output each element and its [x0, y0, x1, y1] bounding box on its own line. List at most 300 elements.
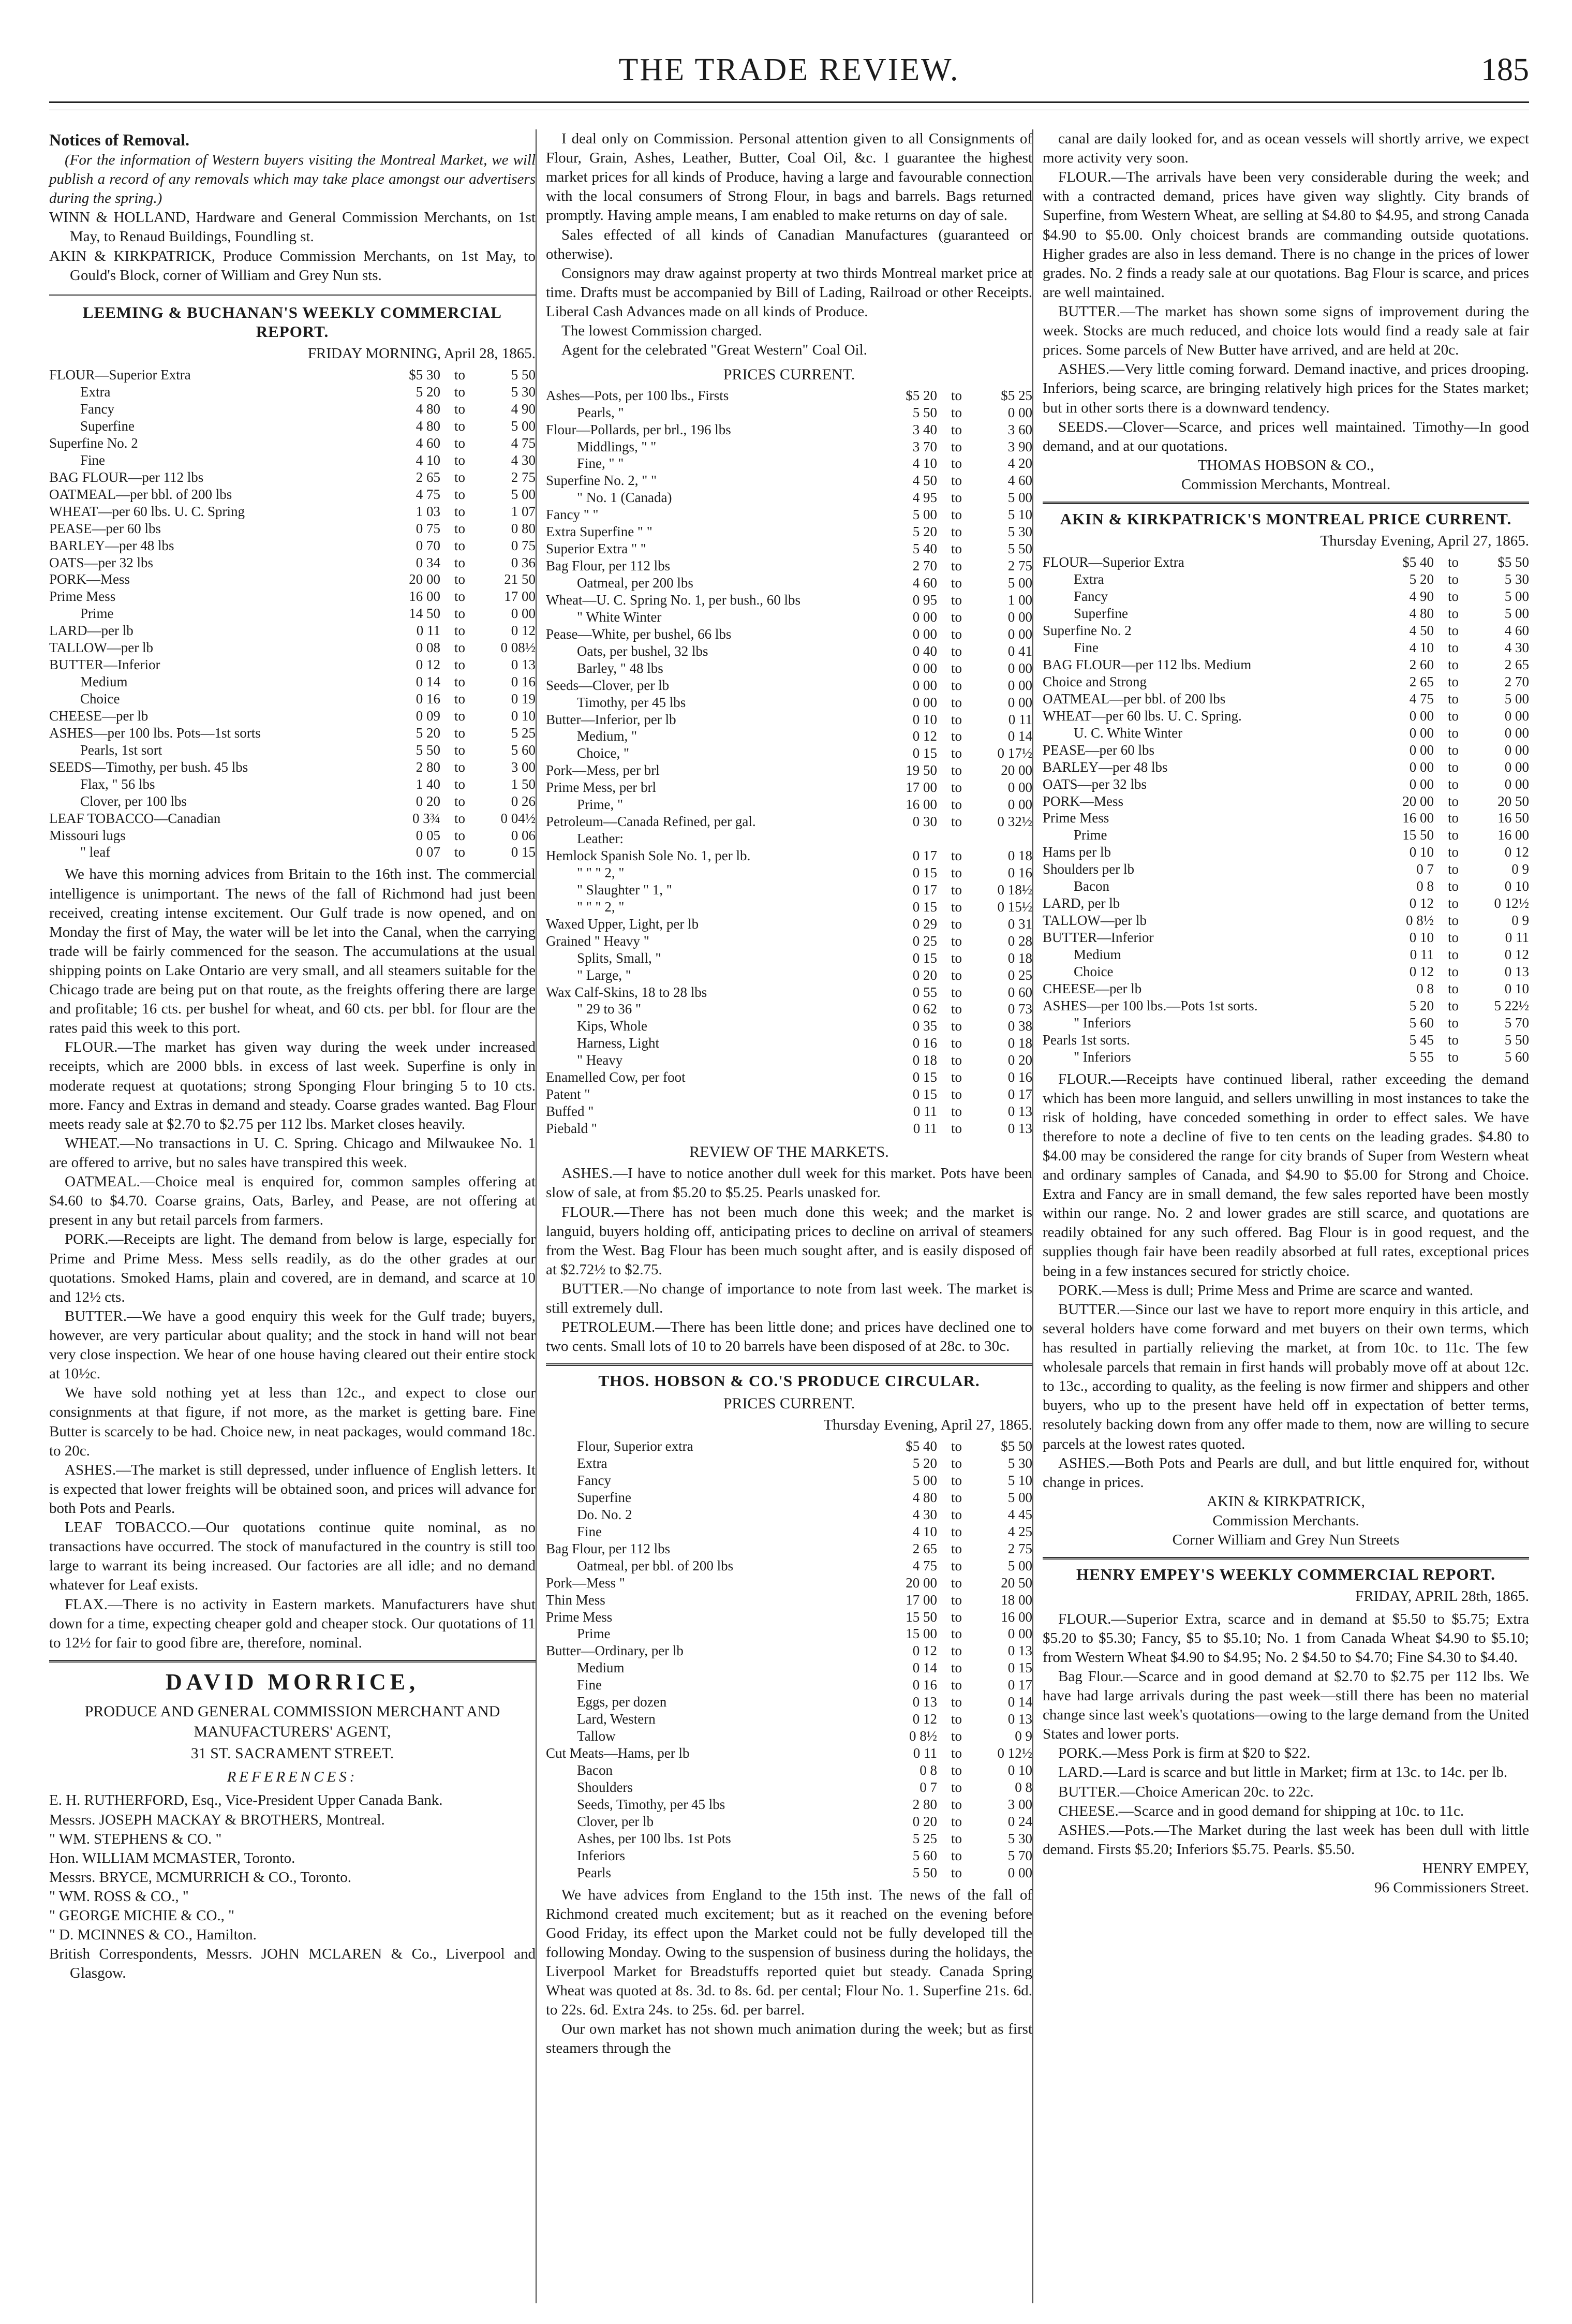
price-high: 5 00 [1007, 1489, 1032, 1505]
price-row [49, 520, 536, 537]
section-rule [1043, 1557, 1529, 1560]
to-word: to [951, 1540, 962, 1556]
price-high: 0 12½ [1494, 895, 1529, 911]
price-low: 0 18 [912, 1052, 937, 1068]
to-word: to [454, 486, 466, 502]
to-word: to [951, 1018, 962, 1034]
price-low: 4 60 [912, 575, 937, 591]
price-row [49, 742, 536, 759]
price-row [546, 472, 1032, 489]
price-low: 0 14 [416, 674, 440, 690]
price-row [546, 626, 1032, 643]
price-row [546, 1694, 1032, 1711]
price-row [546, 1018, 1032, 1035]
to-word: to [951, 1001, 962, 1017]
item-label: BARLEY—per 48 lbs [49, 537, 174, 553]
to-word: to [1448, 878, 1459, 894]
item-label: FLOUR—Superior Extra [1043, 554, 1184, 570]
price-low: 0 08 [416, 640, 440, 656]
item-label: Inferiors [577, 1847, 625, 1863]
price-high: 0 00 [1007, 694, 1032, 710]
price-high: 3 00 [1007, 1796, 1032, 1812]
to-word: to [951, 421, 962, 437]
item-label: Prime [80, 606, 114, 622]
to-word: to [951, 1438, 962, 1454]
price-high: 5 30 [1007, 1455, 1032, 1472]
to-word: to [1448, 589, 1459, 605]
price-low: 5 50 [912, 404, 937, 420]
to-word: to [951, 643, 962, 659]
price-row [546, 950, 1032, 967]
price-high: 5 50 [1007, 541, 1032, 557]
to-word: to [454, 725, 466, 741]
price-high: 0 60 [1007, 984, 1032, 1000]
to-word: to [1448, 1032, 1459, 1048]
price-row [546, 609, 1032, 626]
price-high: 0 18 [1007, 1035, 1032, 1051]
item-label: Wax Calf-Skins, 18 to 28 lbs [546, 984, 707, 1000]
to-word: to [1448, 946, 1459, 962]
to-word: to [1448, 708, 1459, 724]
price-high: $5 50 [1497, 554, 1529, 570]
price-low: 5 60 [912, 1847, 937, 1863]
price-row [1043, 878, 1529, 895]
item-label: Eggs, per dozen [577, 1694, 667, 1710]
to-word: to [951, 626, 962, 642]
paragraph: WHEAT.—No transactions in U. C. Spring. Chicago and Milwaukee No. 1 are offered to arrive, but no sales have transpired this week. [49, 1135, 536, 1171]
to-word: to [951, 387, 962, 403]
item-label: ASHES—per 100 lbs.—Pots 1st sorts. [1043, 997, 1258, 1013]
paragraph: BUTTER.—No change of importance to note from last week. The market is still extremely dull. [546, 1281, 1032, 1317]
to-word: to [1448, 606, 1459, 622]
price-high: 0 00 [1504, 742, 1529, 758]
price-low: 0 55 [912, 984, 937, 1000]
item-label: Fancy [577, 1473, 611, 1488]
item-label: Superfine No. 2 [1043, 623, 1132, 639]
to-word: to [1448, 997, 1459, 1013]
to-word: to [951, 1728, 962, 1744]
to-word: to [951, 916, 962, 932]
paragraph: ASHES.—Pots.—The Market during the last week has been dull with little demand. Firsts $5.20; Inferiors $5.75. Pearls. $5.50. [1043, 1821, 1529, 1858]
price-row [1043, 793, 1529, 810]
removal-list [49, 208, 536, 285]
to-word: to [1448, 657, 1459, 672]
price-row [546, 694, 1032, 711]
price-low: 0 16 [912, 1677, 937, 1693]
item-label: BUTTER—Inferior [1043, 930, 1154, 945]
paragraph: " WM. ROSS & CO., " [49, 1888, 189, 1905]
akin-signature-line: Commission Merchants. [1212, 1512, 1359, 1529]
page-number: 185 [1481, 52, 1529, 87]
price-row [1043, 929, 1529, 946]
price-high: 0 9 [1015, 1728, 1032, 1744]
price-high: 0 10 [511, 708, 536, 724]
hobson-price-table [546, 1438, 1032, 1881]
to-word: to [951, 779, 962, 796]
price-low: 4 50 [912, 473, 937, 489]
to-word: to [1448, 913, 1459, 929]
section-rule [546, 1363, 1032, 1366]
item-label: PEASE—per 60 lbs [1043, 742, 1154, 758]
price-high: 0 12 [1504, 844, 1529, 860]
price-row [1043, 588, 1529, 605]
price-low: 0 8 [1416, 980, 1434, 996]
price-low: 0 11 [913, 1104, 937, 1120]
price-row [1043, 639, 1529, 656]
item-label: " No. 1 (Canada) [577, 490, 672, 506]
empey-date: FRIDAY, APRIL 28th, 1865. [1355, 1588, 1529, 1605]
item-label: Superior Extra " " [546, 541, 646, 557]
to-word: to [951, 404, 962, 420]
price-row [546, 1001, 1032, 1018]
item-label: " Large, " [577, 967, 631, 983]
paragraph: LEAF TOBACCO.—Our quotations continue quite nominal, as no transactions have occurred. The stock of manufactured in the country is still too large to warrant its being increased. Our factories are all idle; and no demand whatever for Leaf exists. [49, 1519, 536, 1594]
price-low: 17 00 [906, 1592, 937, 1608]
price-row [1043, 861, 1529, 878]
price-row [546, 1069, 1032, 1086]
price-low: 0 00 [912, 677, 937, 693]
price-high: $5 25 [1001, 387, 1032, 403]
item-label: Prime [577, 1626, 611, 1642]
item-label: Tallow [577, 1728, 616, 1744]
price-low: 0 95 [912, 592, 937, 608]
price-low: 5 20 [1409, 997, 1434, 1013]
hobson-signature: THOMAS HOBSON & CO., [1197, 457, 1374, 474]
akin-report [1043, 1070, 1529, 1492]
price-row [546, 1120, 1032, 1137]
item-label: Patent " [546, 1086, 590, 1102]
item-label: Choice [1074, 963, 1114, 979]
price-row [546, 540, 1032, 557]
to-word: to [454, 742, 466, 758]
price-high: 0 10 [1007, 1762, 1032, 1778]
to-word: to [951, 558, 962, 574]
morrice-address: 31 ST. SACRAMENT STREET. [190, 1744, 394, 1762]
price-low: 5 40 [912, 541, 937, 557]
paragraph: E. H. RUTHERFORD, Esq., Vice-President Upper Canada Bank. [49, 1792, 443, 1809]
price-low: 16 00 [906, 797, 937, 813]
price-row [546, 711, 1032, 728]
price-row [1043, 827, 1529, 844]
price-high: 0 00 [1007, 779, 1032, 796]
leeming-price-table [49, 366, 536, 861]
price-high: 0 00 [511, 606, 536, 622]
price-row [546, 796, 1032, 813]
price-low: 0 05 [416, 827, 440, 843]
paragraph: " D. MCINNES & CO., Hamilton. [49, 1926, 257, 1944]
item-label: Middlings, " " [577, 438, 657, 454]
item-label: Barley, " 48 lbs [577, 660, 663, 676]
price-high: 0 18½ [997, 881, 1032, 898]
to-word: to [951, 762, 962, 778]
price-low: 0 7 [920, 1779, 937, 1795]
price-high: 5 25 [511, 725, 536, 741]
price-high: 0 00 [1007, 677, 1032, 693]
price-high: 0 17 [1007, 1086, 1032, 1102]
paragraph: I deal only on Commission. Personal attention given to all Consignments of Flour, Grain, Ashes, Leather, Butter, Coal Oil, &c. I guarantee the highest market prices for all kinds of Produce, having a large and favourable connection with the local consumers of Strong Flour, in bags and barrels. Bags returned promptly. Having ample means, I am enabled to make returns on day of sale. [546, 130, 1032, 224]
to-word: to [951, 1104, 962, 1120]
price-row [49, 452, 536, 469]
paragraph: FLAX.—There is no activity in Eastern markets. Manufacturers have shut down for a time, expecting cheaper gold and cheaper stock. Our quotations of 11 to 12½ for fair to good fibre are, therefore, nominal. [49, 1596, 536, 1651]
price-high: 0 8 [1015, 1779, 1032, 1795]
price-row [49, 759, 536, 776]
item-label: OATS—per 32 lbs [1043, 776, 1147, 792]
item-label: Prime Mess, per brl [546, 779, 656, 796]
price-low: 4 50 [1409, 623, 1434, 639]
paragraph: BUTTER.—Since our last we have to report more enquiry in this article, and several holders have come forward and met buyers on their own terms, which has resulted in partially relieving the market, at from 10c. to 11c. The few wholesale parcels that remain in first hands will probably move off at about 12c. to 13c., according to quality, as the feeling is now firmer and shippers and other buyers, who up to the present have held off in expectation of better terms, resolutely backing down from any offer made to them, now are willing to secure parcels at the lowest rates quoted. [1043, 1301, 1529, 1452]
item-label: Fine [577, 1677, 602, 1693]
price-low: 4 30 [912, 1506, 937, 1522]
to-word: to [1448, 1049, 1459, 1065]
price-row [546, 575, 1032, 592]
paragraph: ASHES.—Both Pots and Pearls are dull, and but little enquired for, without change in prices. [1043, 1454, 1529, 1491]
to-word: to [951, 933, 962, 949]
item-label: LARD—per lb [49, 623, 134, 639]
akin-price-table [1043, 554, 1529, 1065]
price-low: 0 8 [920, 1762, 937, 1778]
price-high: 0 08½ [500, 640, 536, 656]
item-label: PORK—Mess [49, 571, 130, 587]
price-high: 0 12 [1504, 946, 1529, 962]
to-word: to [454, 640, 466, 656]
to-word: to [454, 844, 466, 860]
price-high: 0 36 [511, 554, 536, 570]
paragraph: British Correspondents, Messrs. JOHN MCLAREN & Co., Liverpool and Glasgow. [49, 1946, 536, 1982]
price-low: 0 16 [416, 691, 440, 707]
price-row [49, 401, 536, 418]
price-low: 0 7 [1416, 861, 1434, 877]
item-label: Prime Mess [49, 589, 116, 605]
item-label: OATMEAL—per bbl. of 200 lbs [49, 486, 232, 502]
price-row [546, 1779, 1032, 1796]
item-label: Buffed " [546, 1104, 594, 1120]
price-high: 0 24 [1007, 1813, 1032, 1829]
to-word: to [1448, 930, 1459, 945]
to-word: to [951, 490, 962, 506]
price-low: 0 62 [912, 1001, 937, 1017]
item-label: Do. No. 2 [577, 1506, 632, 1522]
to-word: to [1448, 810, 1459, 826]
price-low: 15 50 [1402, 827, 1434, 843]
price-low: 5 20 [912, 524, 937, 540]
price-row [546, 933, 1032, 950]
price-high: 1 07 [511, 503, 536, 519]
price-row [49, 844, 536, 861]
hobson-date: Thursday Evening, April 27, 1865. [823, 1417, 1032, 1434]
price-row [49, 810, 536, 827]
price-high: 5 50 [511, 367, 536, 383]
item-label: Fancy " " [546, 507, 599, 523]
price-low: 2 80 [416, 759, 440, 775]
price-row [49, 503, 536, 520]
price-low: $5 40 [1402, 554, 1434, 570]
item-label: Lard, Western [577, 1711, 656, 1727]
price-row [1043, 571, 1529, 588]
item-label: Bacon [577, 1762, 613, 1778]
price-row [546, 1489, 1032, 1506]
price-row [546, 643, 1032, 660]
price-high: 16 00 [1001, 1609, 1032, 1625]
price-low: 17 00 [906, 779, 937, 796]
to-word: to [951, 711, 962, 727]
price-row [546, 847, 1032, 864]
item-label: Medium [577, 1660, 625, 1676]
section-rule [49, 295, 536, 296]
price-high: 3 90 [1007, 438, 1032, 454]
price-high: 0 00 [1007, 404, 1032, 420]
item-label: Superfine [1074, 606, 1128, 622]
price-low: 5 25 [912, 1830, 937, 1846]
price-low: 0 07 [416, 844, 440, 860]
to-word: to [951, 473, 962, 489]
price-row [1043, 605, 1529, 622]
price-high: 0 13 [1504, 963, 1529, 979]
price-row [546, 455, 1032, 472]
to-word: to [951, 694, 962, 710]
item-label: ASHES—per 100 lbs. Pots—1st sorts [49, 725, 261, 741]
paragraph: LARD.—Lard is scarce and but little in Market; firm at 13c. to 14c. per lb. [1058, 1764, 1508, 1781]
to-word: to [1448, 742, 1459, 758]
to-word: to [951, 1660, 962, 1676]
price-low: 0 11 [416, 623, 440, 639]
price-low: 0 12 [1409, 963, 1434, 979]
paragraph: Our own market has not shown much animation during the week; but as first steamers through the [546, 2021, 1032, 2057]
price-row [49, 384, 536, 401]
price-low: 15 00 [906, 1626, 937, 1642]
item-label: Fine [80, 452, 106, 468]
to-word: to [454, 776, 466, 792]
to-word: to [1448, 640, 1459, 656]
price-row [546, 1455, 1032, 1472]
price-low: 0 12 [416, 657, 440, 673]
price-low: 0 00 [1409, 708, 1434, 724]
to-word: to [1448, 673, 1459, 689]
to-word: to [1448, 690, 1459, 707]
price-low: $5 20 [906, 387, 937, 403]
item-label: PORK—Mess [1043, 793, 1124, 809]
to-word: to [951, 899, 962, 915]
price-low: 0 11 [1410, 946, 1434, 962]
price-low: 4 75 [912, 1557, 937, 1573]
price-high: 5 60 [1504, 1049, 1529, 1065]
to-word: to [951, 881, 962, 898]
item-label: Medium, " [577, 728, 637, 744]
price-row [1043, 725, 1529, 742]
paragraph: " WM. STEPHENS & CO. " [49, 1830, 222, 1847]
paragraph: We have sold nothing yet at less than 12c., and expect to close our consignments at that figure, if not more, as the market is getting bare. Fine Butter is scarcely to be had. Choice new, in neat packages, would command 18c. to 20c. [49, 1385, 536, 1459]
price-row [1043, 690, 1529, 708]
leeming-title: LEEMING & BUCHANAN'S WEEKLY COMMERCIAL REPORT. [82, 303, 502, 341]
price-high: 0 9 [1511, 913, 1529, 929]
price-low: 0 15 [912, 899, 937, 915]
paragraph: PETROLEUM.—There has been little done; and prices have declined one to two cents. Small lots of 10 to 20 barrels have been disposed of at 28c. to 30c. [546, 1319, 1032, 1355]
price-low: 0 10 [1409, 930, 1434, 945]
price-high: 0 73 [1007, 1001, 1032, 1017]
price-row [49, 725, 536, 742]
item-label: OATS—per 32 lbs [49, 554, 153, 570]
price-high: 0 11 [1505, 930, 1529, 945]
price-row [546, 1676, 1032, 1694]
to-word: to [1448, 759, 1459, 775]
paragraph: PORK.—Mess Pork is firm at $20 to $22. [1058, 1745, 1311, 1762]
to-word: to [951, 524, 962, 540]
price-high: 0 14 [1007, 1694, 1032, 1710]
to-word: to [951, 864, 962, 880]
price-high: 0 15½ [997, 899, 1032, 915]
to-word: to [951, 1121, 962, 1137]
item-label: Choice [80, 691, 120, 707]
price-high: 0 18 [1007, 848, 1032, 864]
price-high: 5 60 [511, 742, 536, 758]
akin-signature: AKIN & KIRKPATRICK, [1207, 1493, 1365, 1510]
price-row [49, 605, 536, 622]
item-label: " Inferiors [1074, 1014, 1131, 1031]
price-low: 5 20 [1409, 571, 1434, 587]
to-word: to [951, 1762, 962, 1778]
references-list [49, 1791, 536, 1983]
price-high: 5 30 [511, 384, 536, 400]
price-high: 4 75 [511, 435, 536, 451]
price-row [546, 404, 1032, 421]
to-word: to [951, 1523, 962, 1539]
price-high: 5 30 [1007, 524, 1032, 540]
item-label: FLOUR—Superior Extra [49, 367, 191, 383]
price-row [546, 762, 1032, 779]
price-low: 4 95 [912, 490, 937, 506]
item-label: Seeds, Timothy, per 45 lbs [577, 1796, 725, 1812]
price-row [546, 813, 1032, 830]
to-word: to [951, 1677, 962, 1693]
price-low: 2 65 [416, 469, 440, 485]
price-row [49, 486, 536, 503]
to-word: to [454, 674, 466, 690]
price-row [546, 830, 1032, 847]
price-row [546, 1728, 1032, 1745]
price-high: 4 90 [511, 401, 536, 417]
paragraph: Consignors may draw against property at two thirds Montreal market price at time. Drafts must be accompanied by Bill of Lading, Railroad or other Receipts. Liberal Cash Advances made on all kinds of Produce. [546, 264, 1032, 320]
price-high: 5 10 [1007, 1473, 1032, 1488]
price-low: 0 34 [416, 554, 440, 570]
price-low: 0 00 [912, 609, 937, 625]
item-label: Pearls [577, 1864, 611, 1880]
to-word: to [454, 537, 466, 553]
price-row [546, 1103, 1032, 1120]
price-row [546, 1506, 1032, 1523]
price-row [49, 537, 536, 554]
price-high: 4 20 [1007, 455, 1032, 472]
price-low: 0 70 [416, 537, 440, 553]
price-high: 0 00 [1007, 660, 1032, 676]
removal-intro: (For the information of Western buyers visiting the Montreal Market, we will publish a record of any removals which may take place amongst our advertisers during the spring.) [49, 151, 536, 207]
to-word: to [951, 1711, 962, 1727]
price-high: 0 00 [1007, 609, 1032, 625]
to-word: to [951, 1506, 962, 1522]
paragraph: OATMEAL.—Choice meal is enquired for, common samples offering at $4.60 to $4.70. Coarse grains, Oats, Barley, and Pease, are not offering at present in any but retail parcels from farmers. [49, 1173, 536, 1229]
price-low: 0 10 [1409, 844, 1434, 860]
price-low: 0 00 [1409, 742, 1434, 758]
price-low: 0 3¾ [412, 810, 440, 826]
leeming-date: FRIDAY MORNING, April 28, 1865. [307, 345, 536, 362]
price-row [546, 745, 1032, 762]
item-label: Fine [577, 1523, 602, 1539]
price-high: 4 25 [1007, 1523, 1032, 1539]
price-low: 2 80 [912, 1796, 937, 1812]
section-rule [1043, 502, 1529, 504]
price-low: 0 12 [912, 1711, 937, 1727]
price-low: 0 16 [912, 1035, 937, 1051]
price-high: 5 00 [1007, 575, 1032, 591]
to-word: to [951, 967, 962, 983]
